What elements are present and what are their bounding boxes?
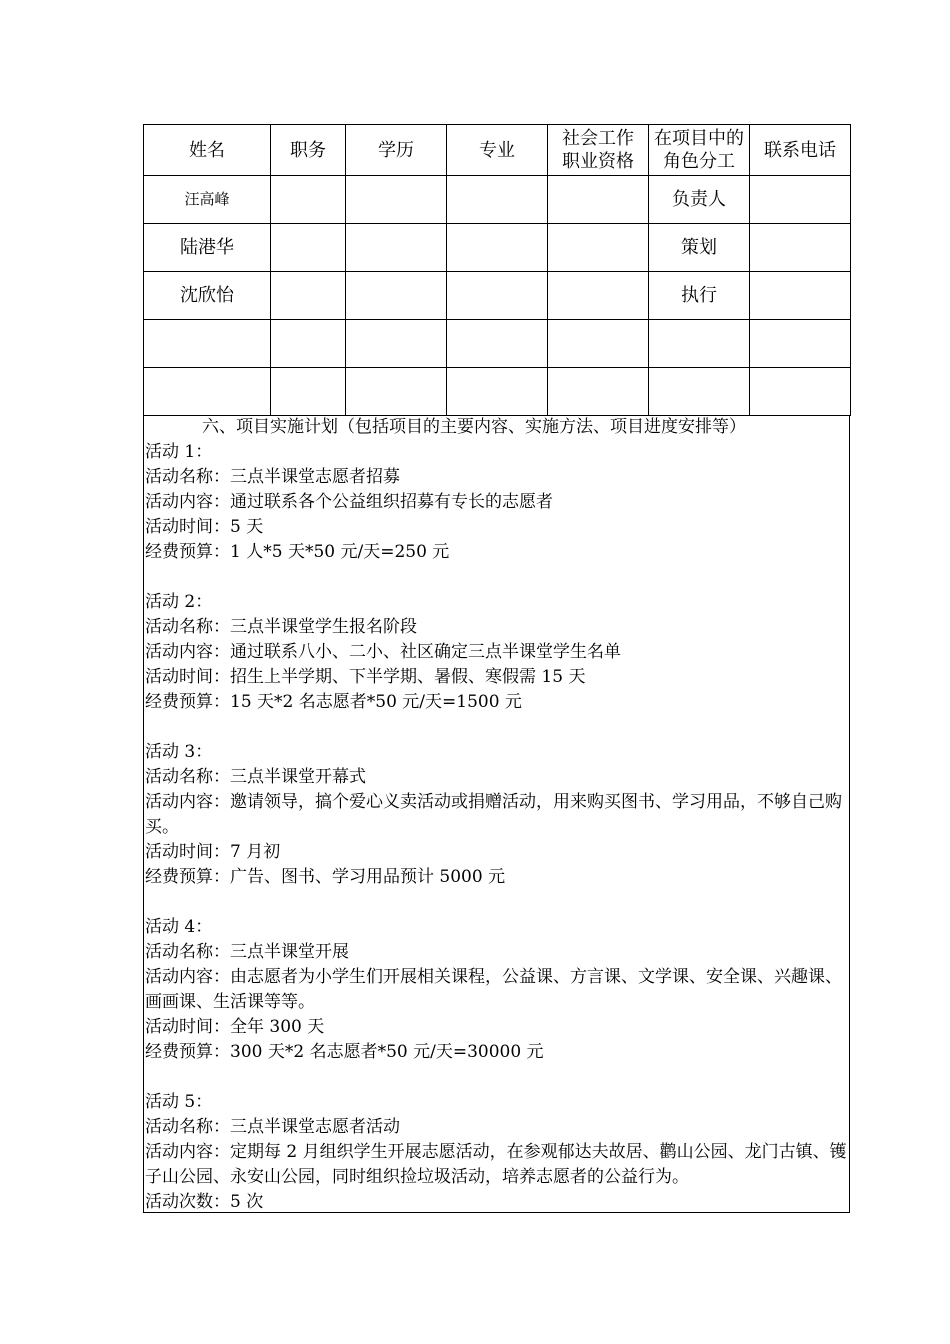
- activity-3-name: 活动名称：三点半课堂开幕式: [145, 767, 366, 787]
- spacer: [144, 565, 849, 590]
- cell-position: [271, 224, 346, 272]
- table-row: [144, 368, 851, 416]
- cell-phone: [750, 224, 851, 272]
- activity-2-name: 活动名称：三点半课堂学生报名阶段: [145, 617, 417, 637]
- cell-qualification: [548, 368, 649, 416]
- cell-name: 汪高峰: [144, 176, 271, 224]
- activity-1-name: 活动名称：三点半课堂志愿者招募: [145, 467, 400, 487]
- cell-position: [271, 368, 346, 416]
- activity-5-content: 活动内容：定期每 2 月组织学生开展志愿活动，在参观郁达夫故居、鹳山公园、龙门古镇、镬子山公园、永安山公园，同时组织捡垃圾活动，培养志愿者的公益行为。: [145, 1142, 847, 1187]
- cell-role: 执行: [649, 272, 750, 320]
- header-qualification: [548, 125, 649, 176]
- table-row: [144, 272, 851, 320]
- activity-2-heading: 活动 2：: [145, 592, 213, 612]
- header-position: 职务: [271, 125, 346, 176]
- cell-major: [447, 176, 548, 224]
- table-header-row: [144, 125, 851, 176]
- cell-phone: [750, 368, 851, 416]
- cell-major: [447, 224, 548, 272]
- header-qualification-line-1: 社会工作: [562, 128, 634, 149]
- cell-position: [271, 272, 346, 320]
- header-phone: 联系电话: [750, 125, 851, 176]
- cell-major: [447, 320, 548, 368]
- activity-4-heading: 活动 4：: [145, 917, 213, 937]
- cell-role: [649, 368, 750, 416]
- cell-role: [649, 320, 750, 368]
- cell-phone: [750, 320, 851, 368]
- cell-education: [346, 368, 447, 416]
- cell-education: [346, 272, 447, 320]
- cell-qualification: [548, 176, 649, 224]
- activity-4-budget: 经费预算：300 天*2 名志愿者*50 元/天=30000 元: [145, 1042, 544, 1062]
- activity-2-content: 活动内容：通过联系八小、二小、社区确定三点半课堂学生名单: [145, 642, 621, 662]
- cell-position: [271, 176, 346, 224]
- cell-major: [447, 368, 548, 416]
- cell-major: [447, 272, 548, 320]
- table-row: [144, 176, 851, 224]
- header-role-line-1: 在项目中的: [654, 128, 744, 149]
- cell-phone: [750, 272, 851, 320]
- activity-3-content: 活动内容：邀请领导，搞个爱心义卖活动或捐赠活动，用来购买图书、学习用品，不够自己购买。: [145, 792, 842, 837]
- activity-3-time: 活动时间：7 月初: [145, 842, 281, 862]
- spacer: [144, 715, 849, 740]
- cell-position: [271, 320, 346, 368]
- header-name: 姓名: [144, 125, 271, 176]
- table-row: [144, 320, 851, 368]
- cell-qualification: [548, 224, 649, 272]
- activity-3-budget: 经费预算：广告、图书、学习用品预计 5000 元: [145, 867, 506, 887]
- cell-qualification: [548, 320, 649, 368]
- staff-table: [143, 124, 851, 416]
- activity-3-heading: 活动 3：: [145, 742, 213, 762]
- cell-name: [144, 320, 271, 368]
- spacer: [144, 890, 849, 915]
- cell-name: 陆港华: [144, 224, 271, 272]
- cell-education: [346, 176, 447, 224]
- activity-1-budget: 经费预算：1 人*5 天*50 元/天=250 元: [145, 542, 450, 562]
- cell-qualification: [548, 272, 649, 320]
- cell-education: [346, 320, 447, 368]
- cell-role: 负责人: [649, 176, 750, 224]
- header-major: 专业: [447, 125, 548, 176]
- cell-education: [346, 224, 447, 272]
- activity-5-name: 活动名称：三点半课堂志愿者活动: [145, 1117, 400, 1137]
- application-form: [143, 124, 850, 1213]
- cell-role: 策划: [649, 224, 750, 272]
- activity-1-content: 活动内容：通过联系各个公益组织招募有专长的志愿者: [145, 492, 553, 512]
- activity-5-count: 活动次数：5 次: [145, 1192, 264, 1212]
- activity-4-name: 活动名称：三点半课堂开展: [145, 942, 349, 962]
- cell-name: 沈欣怡: [144, 272, 271, 320]
- header-role-line-2: 角色分工: [663, 151, 735, 172]
- activity-5-heading: 活动 5：: [145, 1092, 213, 1112]
- header-qualification-line-2: 职业资格: [562, 151, 634, 172]
- cell-name: [144, 368, 271, 416]
- header-role: [649, 125, 750, 176]
- activity-1-heading: 活动 1：: [145, 442, 213, 462]
- implementation-plan: [143, 415, 850, 1213]
- plan-title: 六、项目实施计划（包括项目的主要内容、实施方法、项目进度安排等）: [202, 417, 746, 437]
- spacer: [144, 1065, 849, 1090]
- activity-1-time: 活动时间：5 天: [145, 517, 264, 537]
- activity-4-content: 活动内容：由志愿者为小学生们开展相关课程，公益课、方言课、文学课、安全课、兴趣课、画画课、生活课等等。: [145, 967, 842, 1012]
- cell-phone: [750, 176, 851, 224]
- header-education: 学历: [346, 125, 447, 176]
- table-row: [144, 224, 851, 272]
- activity-2-budget: 经费预算：15 天*2 名志愿者*50 元/天=1500 元: [145, 692, 522, 712]
- activity-2-time: 活动时间：招生上半学期、下半学期、暑假、寒假需 15 天: [145, 667, 586, 687]
- activity-4-time: 活动时间：全年 300 天: [145, 1017, 325, 1037]
